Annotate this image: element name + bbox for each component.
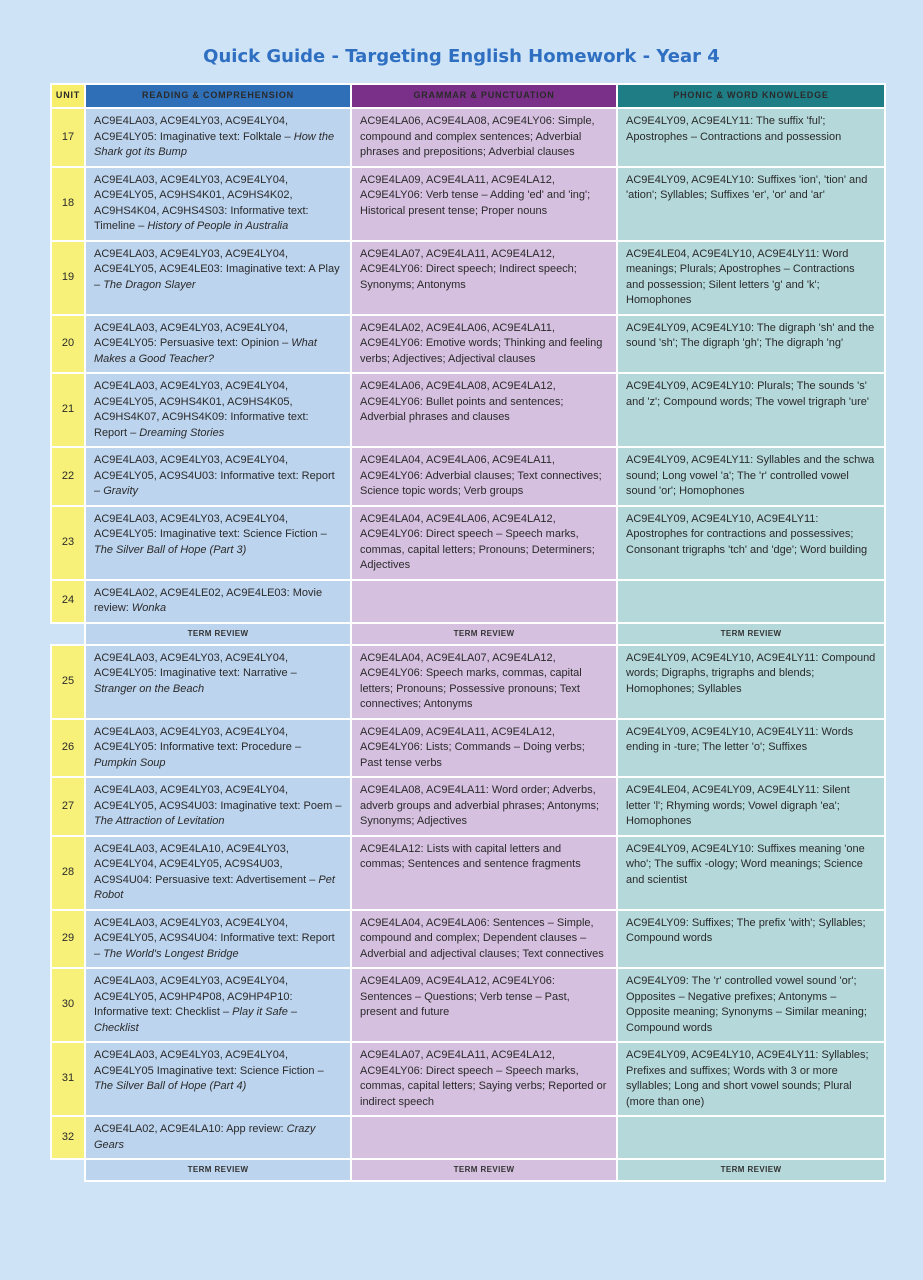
unit-number: 19 [51,241,85,315]
reading-text: AC9E4LA03, AC9E4LY03, AC9E4LY04, AC9E4LY05, AC9HS4K01, AC9HS4K02, AC9HS4K04, AC9HS4S03: Informative text: Timeline – [94,173,309,232]
reading-cell [85,580,351,623]
reading-title: Pet Robot [94,873,335,901]
reading-text: AC9E4LA03, AC9E4LY03, AC9E4LY04, AC9E4LY05: Persuasive text: Opinion – [94,321,292,349]
grammar-cell: AC9E4LA07, AC9E4LA11, AC9E4LA12, AC9E4LY06: Direct speech – Speech marks, commas, capital letters; Saying verbs; Reported or indirect speech [351,1042,617,1116]
unit-number: 23 [51,506,85,580]
reading-cell [85,968,351,1042]
reading-title: The Silver Ball of Hope (Part 4) [94,1080,247,1092]
table-row [51,108,885,167]
table-row [51,719,885,778]
phonic-cell: AC9E4LY09, AC9E4LY11: Syllables and the schwa sound; Long vowel 'a'; The 'r' controlled vowel sound 'or'; Homophones [617,447,885,506]
homework-guide-table [50,83,886,1182]
reading-title: How the Shark got its Bump [94,130,335,158]
reading-cell [85,167,351,241]
reading-text: AC9E4LA03, AC9E4LY03, AC9E4LY04, AC9E4LY05, AC9HP4P08, AC9HP4P10: Informative text: Checklist – [94,975,293,1018]
table-row [51,373,885,447]
phonic-cell: AC9E4LY09, AC9E4LY10: Suffixes meaning 'one who'; The suffix -ology; Word meanings; Science and scientist [617,836,885,910]
reading-text: AC9E4LA02, AC9E4LE02, AC9E4LE03: Movie review: [94,586,323,614]
grammar-cell: AC9E4LA07, AC9E4LA11, AC9E4LA12, AC9E4LY06: Direct speech; Indirect speech; Synonyms; Antonyms [351,241,617,315]
table-row [51,580,885,623]
phonic-cell: AC9E4LY09, AC9E4LY10, AC9E4LY11: Compound words; Digraphs, trigraphs and blends; Homophones; Syllables [617,645,885,719]
table-row [51,1116,885,1159]
table-row [51,836,885,910]
grammar-cell [351,580,617,623]
unit-number: 22 [51,447,85,506]
reading-text: AC9E4LA03, AC9E4LY03, AC9E4LY04, AC9E4LY05, AC9E4LE03: Imaginative text: A Play – [94,247,340,291]
term-review-row [51,1159,885,1181]
reading-title: Pumpkin Soup [94,756,166,769]
page-title: Quick Guide - Targeting English Homework - Year 4 [203,46,720,67]
term-review-label: TERM REVIEW [85,1159,351,1181]
reading-cell [85,910,351,969]
reading-title: The Attraction of Levitation [94,815,225,827]
table-row [51,777,885,836]
reading-text: AC9E4LA03, AC9E4LY03, AC9E4LY04, AC9E4LY05 Imaginative text: Science Fiction – [94,1049,324,1077]
grammar-cell: AC9E4LA04, AC9E4LA07, AC9E4LA12, AC9E4LY06: Speech marks, commas, capital letters; Pronouns; Possessive pronouns; Text connectives; Antonyms [351,645,617,719]
reading-title: What Makes a Good Teacher? [94,337,317,365]
phonic-cell: AC9E4LY09, AC9E4LY10: The digraph 'sh' and the sound 'sh'; The digraph 'gh'; The digraph 'ng' [617,315,885,374]
reading-title: The World's Longest Bridge [103,947,239,960]
reading-title: Gravity [103,485,139,497]
reading-title: Play it Safe – Checklist [94,1006,297,1034]
grammar-cell: AC9E4LA02, AC9E4LA06, AC9E4LA11, AC9E4LY06: Emotive words; Thinking and feeling verbs; Adjectives; Adjectival clauses [351,315,617,374]
table-row [51,645,885,719]
phonic-cell: AC9E4LY09, AC9E4LY11: The suffix 'ful'; Apostrophes – Contractions and possession [617,108,885,167]
reading-cell [85,1116,351,1159]
table-row [51,910,885,969]
table-row [51,167,885,241]
reading-text: AC9E4LA03, AC9E4LY03, AC9E4LY04, AC9E4LY05: Imaginative text: Folktale – [94,115,294,143]
reading-text: AC9E4LA03, AC9E4LY03, AC9E4LY04, AC9E4LY05, AC9S4U03: Imaginative text: Poem – [94,784,342,812]
phonic-cell: AC9E4LY09: Suffixes; The prefix 'with'; Syllables; Compound words [617,910,885,969]
phonic-cell: AC9E4LY09, AC9E4LY10: Suffixes 'ion', 'tion' and 'ation'; Syllables; Suffixes 'er', 'or' and 'ar' [617,167,885,241]
phonic-cell: AC9E4LY09, AC9E4LY10: Plurals; The sounds 's' and 'z'; Compound words; The vowel trigraph 'ure' [617,373,885,447]
reading-cell [85,108,351,167]
reading-title: Stranger on the Beach [94,682,205,695]
table-row [51,1042,885,1116]
grammar-cell: AC9E4LA09, AC9E4LA11, AC9E4LA12, AC9E4LY06: Lists; Commands – Doing verbs; Past tense verbs [351,719,617,778]
unit-header: UNIT [51,84,85,108]
term-review-row [51,623,885,645]
reading-title: Crazy Gears [94,1123,316,1151]
unit-number: 20 [51,315,85,374]
reading-title: Dreaming Stories [139,426,225,439]
phonic-cell: AC9E4LY09, AC9E4LY10, AC9E4LY11: Apostrophes for contractions and possessives; Consonant trigraphs 'tch' and 'dge'; Word building [617,506,885,580]
grammar-cell: AC9E4LA04, AC9E4LA06: Sentences – Simple, compound and complex; Dependent clauses – Adverbial and adjectival clauses; Text connectives [351,910,617,969]
unit-number: 18 [51,167,85,241]
reading-cell [85,645,351,719]
unit-number: 32 [51,1116,85,1159]
unit-number: 25 [51,645,85,719]
term-review-label: TERM REVIEW [617,623,885,645]
reading-header: READING & COMPREHENSION [85,84,351,108]
phonic-cell: AC9E4LE04, AC9E4LY09, AC9E4LY11: Silent letter 'l'; Rhyming words; Vowel digraph 'ea'; Homophones [617,777,885,836]
unit-number: 27 [51,777,85,836]
reading-text: AC9E4LA03, AC9E4LA10, AC9E4LY03, AC9E4LY04, AC9E4LY05, AC9S4U03, AC9S4U04: Persuasive text: Advertisement – [94,842,319,886]
grammar-cell [351,1116,617,1159]
unit-number: 29 [51,910,85,969]
phonic-cell [617,1116,885,1159]
grammar-cell: AC9E4LA04, AC9E4LA06, AC9E4LA12, AC9E4LY06: Direct speech – Speech marks, commas, capital letters; Pronouns; Determiners; Adjectives [351,506,617,580]
unit-number: 31 [51,1042,85,1116]
grammar-cell: AC9E4LA06, AC9E4LA08, AC9E4LA12, AC9E4LY06: Bullet points and sentences; Adverbial phrases and clauses [351,373,617,447]
table-row [51,506,885,580]
reading-title: Wonka [131,602,167,614]
reading-text: AC9E4LA03, AC9E4LY03, AC9E4LY04, AC9E4LY05, AC9HS4K01, AC9HS4K05, AC9HS4K07, AC9HS4K09: Informative text: Report – [94,380,309,439]
reading-title: The Silver Ball of Hope (Part 3) [94,543,247,556]
phonic-cell: AC9E4LY09, AC9E4LY10, AC9E4LY11: Words ending in -ture; The letter 'o'; Suffixes [617,719,885,778]
reading-title: The Dragon Slayer [103,278,196,291]
grammar-cell: AC9E4LA04, AC9E4LA06, AC9E4LA11, AC9E4LY06: Adverbial clauses; Text connectives; Science topic words; Verb groups [351,447,617,506]
reading-text: AC9E4LA03, AC9E4LY03, AC9E4LY04, AC9E4LY05, AC9S4U04: Informative text: Report – [94,916,335,960]
grammar-cell: AC9E4LA06, AC9E4LA08, AC9E4LY06: Simple, compound and complex sentences; Adverbial phrases and prepositions; Adverbial clauses [351,108,617,167]
phonic-cell: AC9E4LY09, AC9E4LY10, AC9E4LY11: Syllables; Prefixes and suffixes; Words with 3 or more syllables; Long and short vowel sounds; Plural (more than one) [617,1042,885,1116]
grammar-cell: AC9E4LA08, AC9E4LA11: Word order; Adverbs, adverb groups and adverbial phrases; Antonyms; Synonyms; Adjectives [351,777,617,836]
term-review-label: TERM REVIEW [351,623,617,645]
table-row [51,241,885,315]
term-review-label: TERM REVIEW [85,623,351,645]
reading-cell [85,777,351,836]
empty-cell [51,1159,85,1181]
reading-text: AC9E4LA03, AC9E4LY03, AC9E4LY04, AC9E4LY05, AC9S4U03: Informative text: Report – [94,454,335,497]
reading-text: AC9E4LA02, AC9E4LA10: App review: [94,1123,287,1135]
table-body [51,108,885,1181]
phonic-cell [617,580,885,623]
grammar-header: GRAMMAR & PUNCTUATION [351,84,617,108]
unit-number: 21 [51,373,85,447]
table-row [51,968,885,1042]
table-row [51,447,885,506]
reading-cell [85,719,351,778]
reading-cell [85,315,351,374]
term-review-label: TERM REVIEW [351,1159,617,1181]
unit-number: 30 [51,968,85,1042]
reading-cell [85,373,351,447]
unit-number: 24 [51,580,85,623]
unit-number: 28 [51,836,85,910]
reading-cell [85,447,351,506]
phonic-cell: AC9E4LY09: The 'r' controlled vowel sound 'or'; Opposites – Negative prefixes; Antonyms – Opposite meaning; Synonyms – Similar meaning; Compound words [617,968,885,1042]
phonic-header: PHONIC & WORD KNOWLEDGE [617,84,885,108]
empty-cell [51,623,85,645]
reading-cell [85,506,351,580]
phonic-cell: AC9E4LE04, AC9E4LY10, AC9E4LY11: Word meanings; Plurals; Apostrophes – Contractions and possession; Silent letters 'g' and 'k'; Homophones [617,241,885,315]
reading-text: AC9E4LA03, AC9E4LY03, AC9E4LY04, AC9E4LY05: Informative text: Procedure – [94,725,302,753]
reading-text: AC9E4LA03, AC9E4LY03, AC9E4LY04, AC9E4LY05: Imaginative text: Narrative – [94,651,297,679]
header-row [51,84,885,108]
reading-cell [85,836,351,910]
term-review-label: TERM REVIEW [617,1159,885,1181]
unit-number: 26 [51,719,85,778]
reading-cell [85,241,351,315]
grammar-cell: AC9E4LA09, AC9E4LA12, AC9E4LY06: Sentences – Questions; Verb tense – Past, present and future [351,968,617,1042]
reading-text: AC9E4LA03, AC9E4LY03, AC9E4LY04, AC9E4LY05: Imaginative text: Science Fiction – [94,512,327,540]
table-row [51,315,885,374]
unit-number: 17 [51,108,85,167]
grammar-cell: AC9E4LA12: Lists with capital letters and commas; Sentences and sentence fragments [351,836,617,910]
grammar-cell: AC9E4LA09, AC9E4LA11, AC9E4LA12, AC9E4LY06: Verb tense – Adding 'ed' and 'ing'; Historical present tense; Proper nouns [351,167,617,241]
reading-cell [85,1042,351,1116]
reading-title: History of People in Australia [147,220,289,232]
